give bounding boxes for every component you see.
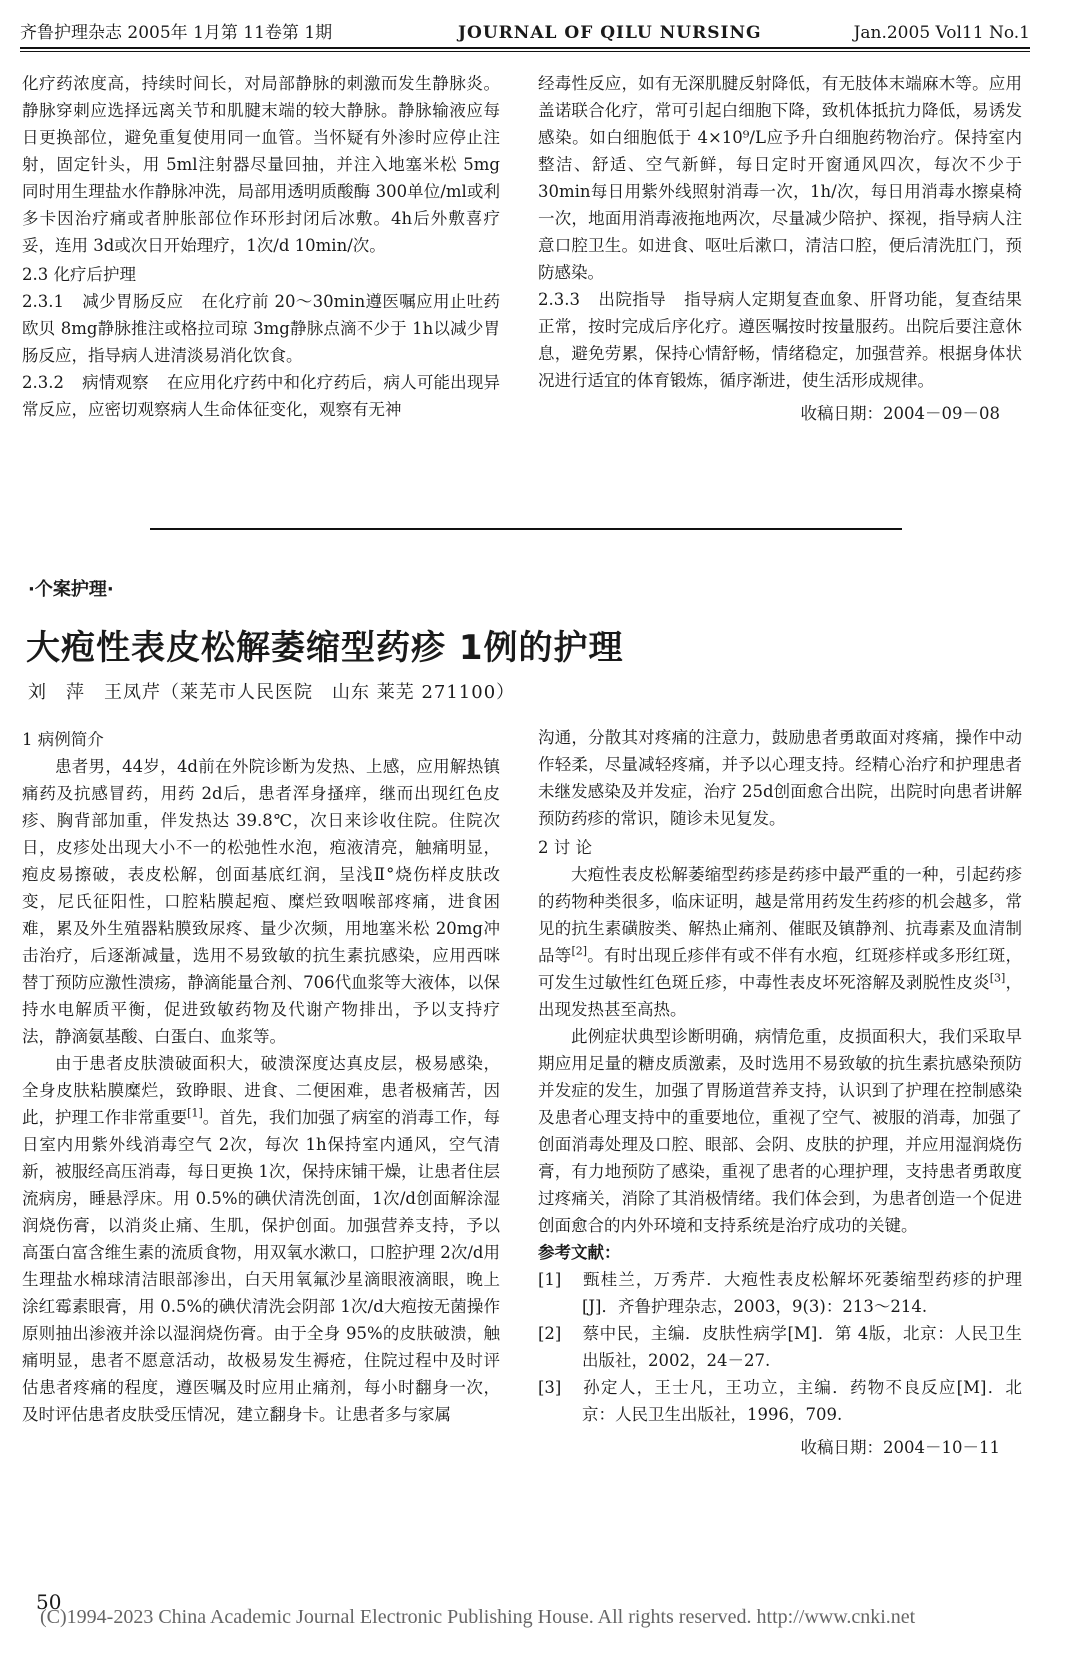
paragraph — [22, 1050, 500, 1428]
citation: [3] — [989, 971, 1006, 985]
subsection-text: 在应用化疗药中和化疗药后，病人可能出现异常反应，应密切观察病人生命体征变化，观察有无神 — [22, 373, 501, 419]
running-header — [0, 0, 1076, 50]
header-center: JOURNAL OF QILU NURSING — [458, 23, 762, 43]
article-divider — [150, 528, 902, 530]
received-date: 收稿日期：2004－09－08 — [800, 404, 1000, 423]
reference-item — [538, 1320, 1022, 1374]
paragraph: 患者男，44岁，4d前在外院诊断为发热、上感，应用解热镇痛药及抗感冒药，用药 2d后，患者浑身搔痒，继而出现红色皮疹、胸背部加重，伴发热达 39.8℃，次日来诊收住院。住院次日，皮疹处出现大小不一的松弛性水泡，疱液清亮，触痛明显，疱皮易擦破，表皮松解，创面基底红润，呈浅Ⅱ°烧伤样皮肤改变，尼氏征阳性，口腔粘膜起疱、糜烂致咽喉部疼痛，进食困难，累及外生殖器粘膜致尿疼、量少次频，用地塞米松 20mg冲击治疗，后逐渐减量，选用不易致敏的抗生素抗感染，应用西咪替丁预防应激性溃疡，静滴能量合剂、706代血浆等大液体，以保持水电解质平衡，促进致敏药物及代谢产物排出，予以支持疗法，静滴氨基酸、白蛋白、血浆等。 — [22, 757, 500, 1046]
copyright-watermark: (C)1994-2023 China Academic Journal Electronic Publishing House. All rights reserved. http://www.cnki.net — [40, 1606, 916, 1628]
subsection-text: 在化疗前 20～30min遵医嘱应用止吐药欧贝 8mg静脉推注或格拉司琼 3mg静脉点滴不少于 1h以减少胃肠反应，指导病人进清淡易消化饮食。 — [22, 292, 501, 365]
article-title: 大疱性表皮松解萎缩型药疹 1例的护理 — [26, 628, 624, 668]
header-left: 齐鲁护理杂志 2005年 1月第 11卷第 1期 — [20, 23, 333, 43]
article-authors: 刘 萍 王凤芹（莱芜市人民医院 山东 莱芜 271100） — [28, 682, 516, 703]
paragraph — [538, 861, 1022, 1023]
reference-text: 蔡中民，主编．皮肤性病学[M]．第 4版，北京：人民卫生出版社，2002，24－27. — [582, 1324, 1022, 1370]
subsection-2-3-2 — [22, 369, 500, 423]
prev-article-right-column — [538, 70, 1022, 427]
reference-number: [3] — [538, 1378, 562, 1397]
section-heading-2: 2 讨 论 — [538, 838, 592, 857]
subsection-number: 2.3.1 — [22, 292, 64, 311]
subsection-number: 2.3.2 — [22, 373, 64, 392]
paragraph-text: 由于患者皮肤溃破面积大，破溃深度达真皮层，极易感染，全身皮肤粘膜糜烂，致睁眼、进食、二便困难，患者极痛苦，因此，护理工作非常重要 — [22, 1054, 500, 1127]
header-right: Jan.2005 Vol11 No.1 — [853, 23, 1030, 43]
subsection-2-3-3 — [538, 286, 1022, 394]
reference-number: [2] — [538, 1324, 562, 1343]
received-date: 收稿日期：2004－10－11 — [800, 1438, 1000, 1457]
section-heading-1: 1 病例简介 — [22, 730, 104, 749]
citation: [1] — [187, 1106, 203, 1120]
page-number: 50 — [36, 1590, 62, 1614]
paragraph: 化疗药浓度高，持续时间长，对局部静脉的刺激而发生静脉炎。静脉穿刺应选择远离关节和肌腱末端的较大静脉。静脉输液应每日更换部位，避免重复使用同一血管。当怀疑有外渗时应停止注射，固定针头，用 5ml注射器尽量回抽，并注入地塞米松 5mg 同时用生理盐水作静脉冲洗，局部用透明质酸酶 300单位/ml或利多卡因治疗痛或者肿胀部位作环形封闭后冰敷。4h后外敷喜疗妥，连用 3d或次日开始理疗，1次/d 10min/次。 — [22, 74, 500, 255]
subsection-title: 减少胃肠反应 — [81, 292, 184, 311]
paragraph: 沟通，分散其对疼痛的注意力，鼓励患者勇敢面对疼痛，操作中动作轻柔，尽量减轻疼痛，并予以心理支持。经精心治疗和护理患者未继发感染及并发症，治疗 25d创面愈合出院，出院时向患者讲解预防药疹的常识，随诊未见复发。 — [538, 728, 1022, 828]
section-heading: 2.3 化疗后护理 — [22, 265, 136, 284]
reference-text: 甄桂兰，万秀芹．大疱性表皮松解坏死萎缩型药疹的护理[J]．齐鲁护理杂志，2003，9(3)：213～214. — [582, 1270, 1022, 1316]
citation: [2] — [571, 944, 588, 958]
article-left-column — [22, 724, 500, 1428]
reference-item — [538, 1374, 1022, 1428]
subsection-text: 指导病人定期复查血象、肝肾功能，复查结果正常，按时完成后序化疗。遵医嘱按时按量服药。出院后要注意休息，避免劳累，保持心情舒畅，情绪稳定，加强营养。根据身体状况进行适宜的体育锻炼，循序渐进，使生活形成规律。 — [538, 290, 1023, 390]
reference-number: [1] — [538, 1270, 562, 1289]
references-heading: 参考文献： — [538, 1243, 621, 1262]
prev-article-left-column — [22, 70, 500, 423]
subsection-2-3-1 — [22, 288, 500, 369]
reference-item — [538, 1266, 1022, 1320]
subsection-title: 出院指导 — [597, 290, 667, 309]
paragraph-text: 。有时出现丘疹伴有或不伴有水疱，红斑疹样或多形红斑，可发生过敏性红色斑丘疹，中毒性表皮坏死溶解及剥脱性皮炎 — [538, 946, 1023, 992]
subsection-number: 2.3.3 — [538, 290, 580, 309]
paragraph: 经毒性反应，如有无深肌腱反射降低，有无肢体末端麻木等。应用盖诺联合化疗，常可引起白细胞下降，致机体抵抗力降低，易诱发感染。如白细胞低于 4×10⁹/L应予升白细胞药物治疗。保持室内整洁、舒适、空气新鲜，每日定时开窗通风四次，每次不少于 30min每日用紫外线照射消毒一次，1h/次，每日用消毒水擦桌椅一次，地面用消毒液拖地两次，尽量减少陪护、探视，指导病人注意口腔卫生。如进食、呕吐后漱口，清洁口腔，便后清洗肛门，预防感染。 — [538, 74, 1022, 282]
header-rule-thin — [20, 51, 1030, 52]
subsection-title: 病情观察 — [81, 373, 149, 392]
paragraph-text: 大疱性表皮松解萎缩型药疹是药疹中最严重的一种，引起药疹的药物种类很多，临床证明，越是常用药发生药疹的机会越多，常见的抗生素磺胺类、解热止痛剂、催眠及镇静剂、抗毒素及血清制品等 — [538, 865, 1022, 965]
paragraph-text: 。首先，我们加强了病室的消毒工作，每日室内用紫外线消毒空气 2次，每次 1h保持室内通风，空气清新，被服经高压消毒，每日更换 1次，保持床铺干燥，让患者住层流病房，睡悬浮床。用 0.5%的碘伏清洗创面，1次/d创面解涂湿润烧伤膏，以消炎止痛、生肌，保护创面。加强营养支持，予以高蛋白富含维生素的流质食物，用双氧水漱口，口腔护理 2次/d用生理盐水棉球清洁眼部渗出，白天用氧氟沙星滴眼液滴眼，晚上涂红霉素眼膏，用 0.5%的碘伏清洗会阴部 1次/d大疱按无菌操作原则抽出渗液并涂以湿润烧伤膏。由于全身 95%的皮肤破溃，触痛明显，患者不愿意活动，故极易发生褥疮，住院过程中及时评估患者疼痛的程度，遵医嘱及时应用止痛剂，每小时翻身一次，及时评估患者皮肤受压情况，建立翻身卡。让患者多与家属 — [22, 1108, 501, 1424]
paragraph: 此例症状典型诊断明确，病情危重，皮损面积大，我们采取早期应用足量的糖皮质激素，及时选用不易致敏的抗生素抗感染预防并发症的发生，加强了胃肠道营养支持，认识到了护理在控制感染及患者心理支持中的重要地位，重视了空气、被服的消毒，加强了创面消毒处理及口腔、眼部、会阴、皮肤的护理，并应用湿润烧伤膏，有力地预防了感染，重视了患者的心理护理，支持患者勇敢度过疼痛关，消除了其消极情绪。我们体会到，为患者创造一个促进创面愈合的内外环境和支持系统是治疗成功的关键。 — [538, 1027, 1022, 1235]
reference-text: 孙定人，王士凡，王功立，主编．药物不良反应[M]．北京：人民卫生出版社，1996，709. — [582, 1378, 1022, 1424]
column-tag: ·个案护理· — [28, 579, 114, 600]
header-rule — [20, 47, 1030, 49]
paragraph-text: ，出现发热甚至高热。 — [538, 973, 1023, 1019]
article-right-column — [538, 724, 1022, 1461]
